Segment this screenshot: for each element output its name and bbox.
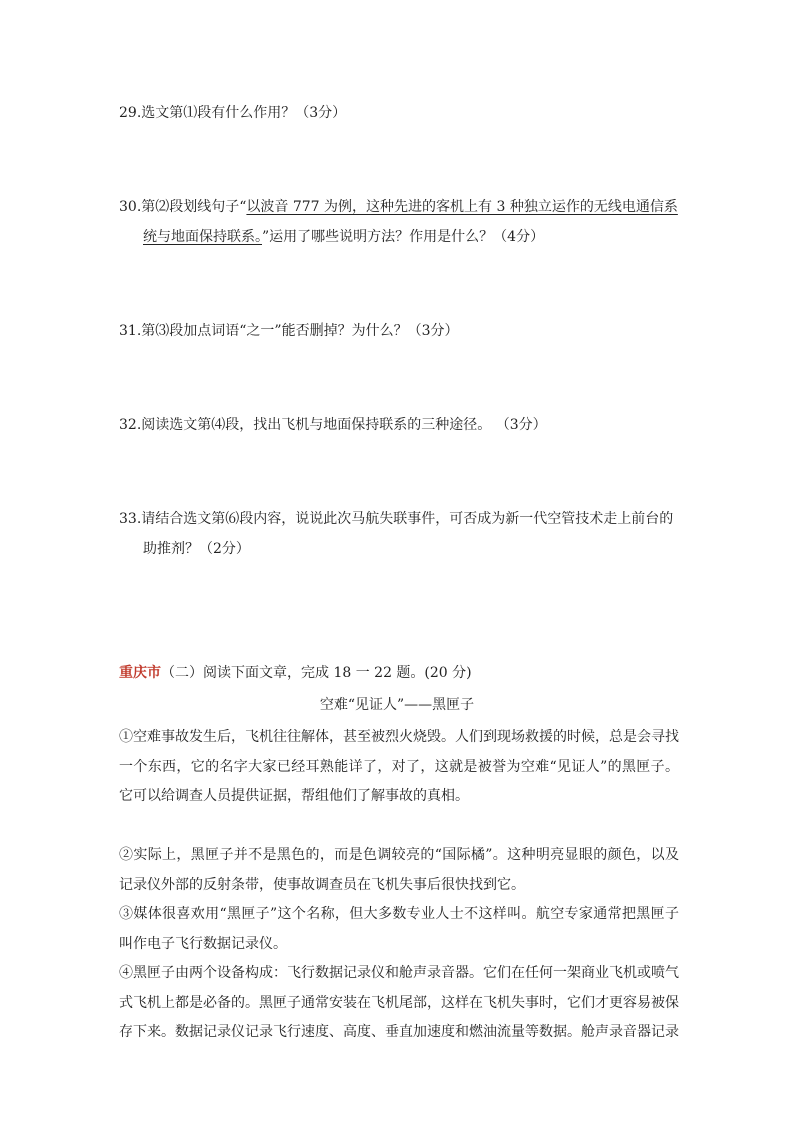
article-title: 空难“见证人”——黑匣子	[319, 697, 475, 713]
question-30-line-2	[119, 222, 679, 252]
question-29	[119, 98, 679, 128]
article-paragraph-3: ③媒体很喜欢用“黑匣子”这个名称，但大多数专业人士不这样叫。航空专家通常把黑匣子叫作电子飞行数据记录仪。	[119, 906, 679, 952]
question-30-underlined-sentence-part-1: 以波音 777 为例，这种先进的客机上有 3 种独立运作的无线电通信系	[246, 199, 678, 215]
question-30-underlined-sentence-part-2: 统与地面保持联系。	[143, 229, 262, 245]
question-29-text: 29.选文第⑴段有什么作用？（3分）	[119, 105, 347, 121]
article-paragraph-2: ②实际上，黑匣子并不是黑色的，而是色调较亮的“国际橘”。这种明亮显眼的颜色，以及记录仪外部的反射条带，使事故调查员在飞机失事后很快找到它。	[119, 847, 679, 893]
section-city: 重庆市	[119, 665, 161, 681]
question-30-line-1	[119, 192, 679, 222]
question-31-text: 31.第⑶段加点词语“之一”能否删掉？为什么？（3分）	[119, 323, 459, 339]
article-paragraph-4: ④黑匣子由两个设备构成：飞行数据记录仪和舱声录音器。它们在任何一架商业飞机或喷气式飞机上都是必备的。黑匣子通常安装在飞机尾部，这样在飞机失事时，它们才更容易被保存下来。数据记录仪记录飞行速度、高度、垂直加速度和燃油流量等数据。舱声录音器记录	[119, 965, 679, 1040]
question-30-suffix: ”运用了哪些说明方法？作用是什么？（4分）	[262, 229, 545, 245]
question-33-line-2: 助推剂？（2分）	[143, 541, 250, 557]
question-33-line-1: 33.请结合选文第⑹段内容，说说此次马航失联事件，可否成为新一代空管技术走上前台的	[119, 511, 674, 527]
question-30	[119, 192, 679, 252]
question-32-text: 32.阅读选文第⑷段，找出飞机与地面保持联系的三种途径。 （3分）	[119, 417, 547, 433]
section-instruction: （二）阅读下面文章，完成 18 一 22 题。(20 分)	[161, 665, 472, 681]
question-30-prefix: 30.第⑵段划线句子“	[119, 199, 247, 215]
question-32	[119, 410, 679, 440]
section-heading	[119, 660, 472, 686]
article-paragraph-1: ①空难事故发生后，飞机往往解体，甚至被烈火烧毁。人们到现场救援的时候，总是会寻找一个东西，它的名字大家已经耳熟能详了，对了，这就是被誉为空难“见证人”的黑匣子。它可以给调查人员提供证据，帮组他们了解事故的真相。	[119, 729, 679, 804]
question-31	[119, 316, 679, 346]
question-33	[119, 504, 679, 564]
